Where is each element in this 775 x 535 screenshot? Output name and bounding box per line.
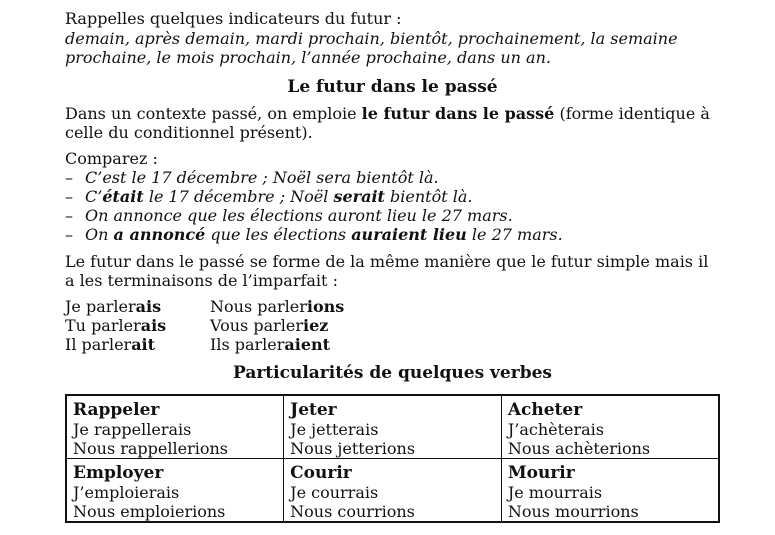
conjugation-ending: ions bbox=[306, 297, 345, 316]
verb-form: Je rappellerais bbox=[73, 420, 192, 439]
example-text: bientôt là. bbox=[384, 187, 473, 206]
example-emphasis: a annoncé bbox=[113, 225, 206, 244]
verb-form: Nous jetterions bbox=[290, 439, 416, 458]
conjugation-stem: Vous parler bbox=[210, 316, 303, 335]
conjugation-stem: Tu parler bbox=[65, 316, 141, 335]
verb-name: Acheter bbox=[507, 400, 583, 420]
lead-part-a: Dans un contexte passé, on emploie bbox=[65, 104, 362, 123]
verb-form: Nous courrions bbox=[290, 502, 415, 521]
verb-form: Je mourrais bbox=[507, 483, 603, 502]
verb-name: Courir bbox=[290, 463, 352, 483]
conjugation-stem: Ils parler bbox=[210, 335, 285, 354]
conjugation-grid bbox=[65, 297, 720, 354]
verb-form: Nous rappellerions bbox=[73, 439, 228, 458]
example-item bbox=[65, 206, 720, 225]
example-text: C’est le 17 décembre ; Noël sera bientôt là. bbox=[85, 168, 439, 187]
example-text: le 17 décembre ; Noël bbox=[143, 187, 334, 206]
table-title: Particularités de quelques verbes bbox=[233, 363, 552, 383]
verb-cell bbox=[66, 459, 284, 523]
section-title: Le futur dans le passé bbox=[287, 77, 498, 97]
lead-paragraph bbox=[65, 104, 720, 142]
verb-form: Je courrais bbox=[290, 483, 379, 502]
verb-name: Rappeler bbox=[73, 400, 160, 420]
verbs-row bbox=[66, 395, 719, 459]
conjugation-ending: aient bbox=[284, 335, 331, 354]
verb-cell bbox=[284, 459, 502, 523]
example-text: On bbox=[85, 225, 114, 244]
verb-name: Jeter bbox=[290, 400, 337, 420]
verbs-row bbox=[66, 459, 719, 523]
lead-part-bold: le futur dans le passé bbox=[361, 104, 555, 123]
content-column bbox=[65, 0, 720, 523]
example-text: On annonce que les élections auront lieu le 27 mars. bbox=[85, 206, 513, 225]
verb-cell bbox=[501, 395, 719, 459]
conjugation-form bbox=[210, 335, 460, 354]
conjugation-form bbox=[210, 297, 460, 316]
conjugation-stem: Je parler bbox=[65, 297, 136, 316]
example-dash: – bbox=[65, 206, 73, 225]
conjugation-form bbox=[65, 297, 210, 316]
lead-part-c: (forme identique à celle du conditionnel présent). bbox=[65, 104, 710, 142]
example-text: C’ bbox=[85, 187, 103, 206]
verb-form: Nous emploierions bbox=[73, 502, 226, 521]
example-dash: – bbox=[65, 187, 73, 206]
verb-form: J’emploierais bbox=[73, 483, 180, 502]
conjugation-form bbox=[65, 316, 210, 335]
conjugation-stem: Nous parler bbox=[210, 297, 307, 316]
conjugation-stem: Il parler bbox=[65, 335, 132, 354]
verb-name: Employer bbox=[73, 463, 164, 483]
example-item bbox=[65, 187, 720, 206]
verb-name: Mourir bbox=[507, 463, 575, 483]
verb-form: Je jetterais bbox=[290, 420, 379, 439]
verbs-table bbox=[65, 394, 720, 523]
verb-form: Nous achèterions bbox=[507, 439, 651, 458]
example-emphasis: auraient lieu bbox=[351, 225, 467, 244]
verb-form: J’achèterais bbox=[507, 420, 604, 439]
example-dash: – bbox=[65, 225, 73, 244]
rule-paragraph: Le futur dans le passé se forme de la même manière que le futur simple mais il a les terminaisons de l’imparfait : bbox=[65, 252, 709, 290]
conjugation-ending: ait bbox=[131, 335, 156, 354]
example-dash: – bbox=[65, 168, 73, 187]
verb-cell bbox=[284, 395, 502, 459]
example-item bbox=[65, 168, 720, 187]
verb-cell bbox=[66, 395, 284, 459]
compare-label: Comparez : bbox=[65, 149, 158, 168]
example-item bbox=[65, 225, 720, 244]
conjugation-ending: ais bbox=[135, 297, 162, 316]
future-indicators: demain, après demain, mardi prochain, bientôt, prochainement, la semaine prochaine, le mois prochain, l’année prochaine, dans un an. bbox=[65, 29, 678, 67]
verb-form: Nous mourrions bbox=[507, 502, 639, 521]
intro-text: Rappelles quelques indicateurs du futur : bbox=[65, 9, 402, 28]
example-emphasis: serait bbox=[333, 187, 385, 206]
conjugation-ending: ais bbox=[140, 316, 167, 335]
example-text: que les élections bbox=[205, 225, 352, 244]
verb-cell bbox=[501, 459, 719, 523]
conjugation-form bbox=[65, 335, 210, 354]
example-text: le 27 mars. bbox=[466, 225, 563, 244]
conjugation-form bbox=[210, 316, 460, 335]
example-list bbox=[65, 168, 720, 244]
example-emphasis: était bbox=[102, 187, 144, 206]
conjugation-ending: iez bbox=[302, 316, 329, 335]
